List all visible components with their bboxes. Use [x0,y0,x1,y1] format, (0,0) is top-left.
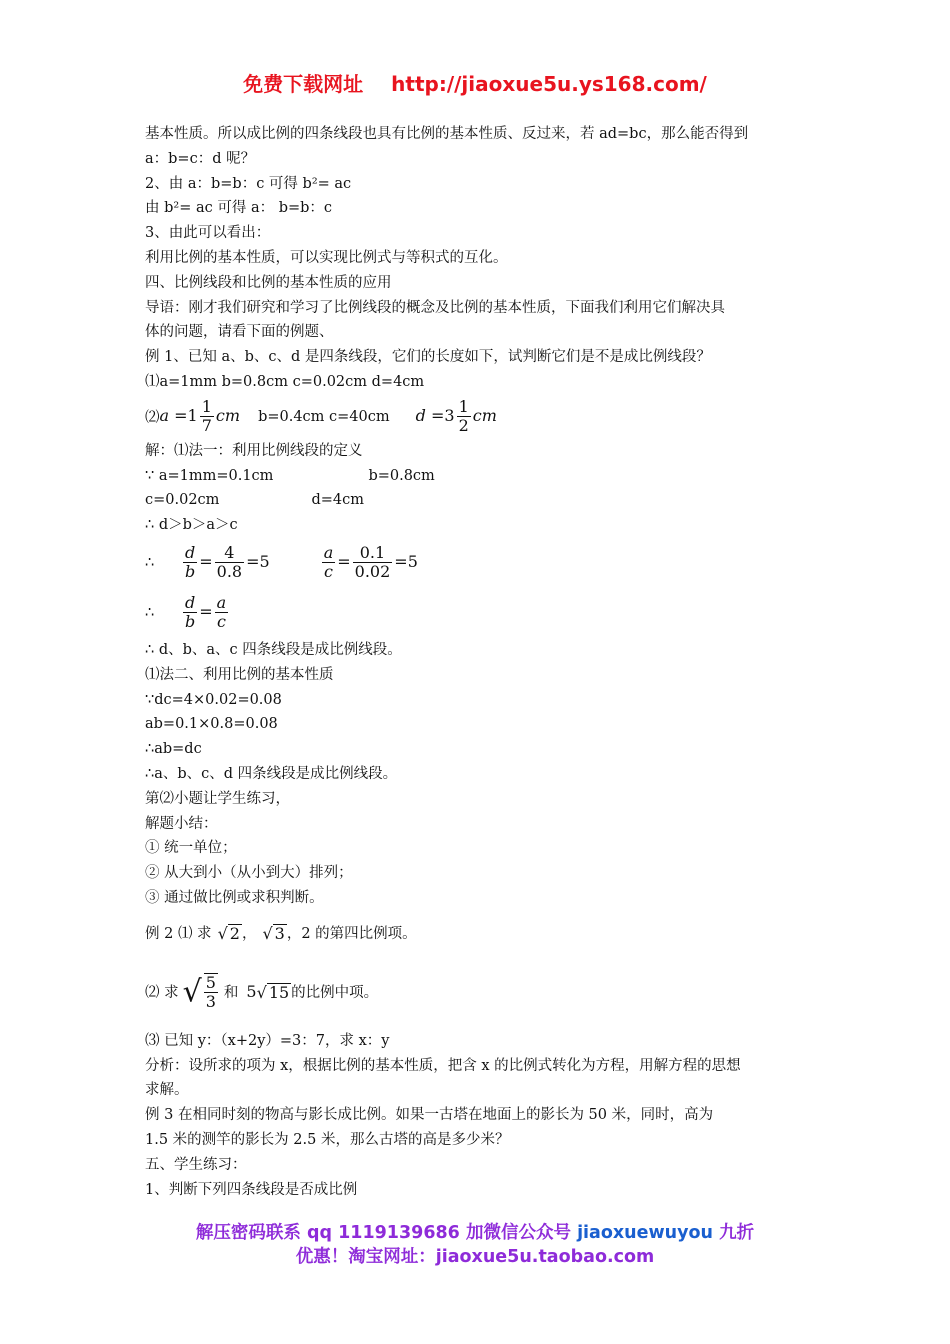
text-line: 基本性质。所以成比例的四条线段也具有比例的基本性质、反过来，若 ad=bc，那么能否得到 [145,126,749,142]
text-line: 由 b²= ac 可得 a： b=b：c [145,200,333,217]
formula-line: ⑵ a =1 $\frac{1}{7}$ cm b=0.4cm c=40cm d =3 $\frac{1}{2}$ cm [145,397,497,436]
text-line: ab=0.1×0.8=0.08 [145,716,278,733]
math-ratio-equal: $\frac{d}{b}$ = $\frac{a}{c}$ [185,593,227,632]
example-2: 例 2 ⑴ 求 √ 2 ， √ 3 ，2 的第四比例项。 [145,923,417,943]
text-line: 第⑵小题让学生练习， [145,790,290,807]
text-line: 3、由此可以看出： [145,225,271,242]
text-line: 解：⑴法一：利用比例线段的定义 [145,442,363,459]
document-body [145,122,810,1202]
text-line: ∴ab=dc [145,741,202,758]
text-line: c=0.02cm d=4cm [145,492,364,509]
section-heading: 五、学生练习： [145,1156,247,1173]
example-1: 例 1、已知 a、b、c、d 是四条线段，它们的长度如下，试判断它们是不是成比例线段？ [145,349,711,366]
text-line: 求解。 [145,1082,189,1099]
footer-line-2: 优惠！淘宝网址：jiaoxue5u.taobao.com [295,1247,655,1267]
math-ratio-ac: $\frac{a}{c}$ = $\frac{0.1}{0.02}$ =5 [323,543,418,582]
text-line: ⑶ 已知 y：（x+2y）=3：7，求 x：y [145,1032,390,1049]
header-banner [0,68,950,97]
text-line: 1、判断下列四条线段是否成比例 [145,1181,358,1198]
list-item: ③ 通过做比例或求积判断。 [145,889,324,906]
text-line: 导语：刚才我们研究和学习了比例线段的概念及比例的基本性质，下面我们利用它们解决具 [145,299,725,316]
text-line: ⑴a=1mm b=0.8cm c=0.02cm d=4cm [145,373,425,390]
footer-taobao-link[interactable]: jiaoxue5u.taobao.com [435,1247,655,1267]
formula-line: ∴ $\frac{d}{b}$ = $\frac{a}{c}$ [145,588,810,638]
math-ratio-db: $\frac{d}{b}$ = $\frac{4}{0.8}$ =5 [185,543,270,582]
text-line: 分析：设所求的项为 x，根据比例的基本性质，把含 x 的比例式转化为方程，用解方程的思想 [145,1057,741,1074]
text-line: ∵ a=1mm=0.1cm b=0.8cm [145,467,435,484]
math-sqrt3: √ 3 [262,923,285,943]
text-line: 利用比例的基本性质，可以实现比例式与等积式的互化。 [145,249,508,266]
text-line: 2、由 a：b=b：c 可得 b²= ac [145,175,352,192]
text-line: 体的问题，请看下面的例题、 [145,324,334,341]
footer-line-1: 解压密码联系 qq 1119139686 加微信公众号 jiaoxuewuyou 九折 [195,1223,755,1243]
math-d-def: d =3 $\frac{1}{2}$ cm [415,397,497,436]
footer-wechat-id: jiaoxuewuyou [577,1223,714,1243]
example-3: 例 3 在相同时刻的物高与影长成比例。如果一古塔在地面上的影长为 50 米，同时，高为 [145,1107,714,1124]
text-line: ∴ d、b、a、c 四条线段是成比例线段。 [145,641,402,658]
section-heading: 四、比例线段和比例的基本性质的应用 [145,274,392,291]
math-sqrt-5-3: √ $\frac{5}{3}$ [182,972,216,1011]
header-label: 免费下载网址 [243,72,364,96]
list-item: ② 从大到小（从小到大）排列； [145,865,353,882]
math-5sqrt15: 5√ 15 [246,981,290,1002]
list-item: ① 统一单位； [145,840,237,857]
header-url-link[interactable]: http://jiaoxue5u.ys168.com/ [391,72,707,96]
formula-line: ⑵ 求 √ $\frac{5}{3}$ 和 5√ 15 的比例中项。 [145,972,379,1011]
text-line: 解题小结： [145,815,218,832]
math-a-def: a =1 $\frac{1}{7}$ cm [159,397,241,436]
text-line: ∴a、b、c、d 四条线段是成比例线段。 [145,765,398,782]
text-line: ∵dc=4×0.02=0.08 [145,691,282,708]
text-line: 1.5 米的测竿的影长为 2.5 米，那么古塔的高是多少米？ [145,1131,510,1148]
text-line: a：b=c：d 呢？ [145,150,256,167]
text-line: ∴ d＞b＞a＞c [145,517,238,534]
text-line: ⑴法二、利用比例的基本性质 [145,666,334,683]
math-sqrt2: √ 2 [217,923,240,943]
formula-line: ∴ $\frac{d}{b}$ = $\frac{4}{0.8}$ =5 $\frac{a}{c}$ = $\frac{0.1}{0.02}$ =5 [145,543,418,582]
